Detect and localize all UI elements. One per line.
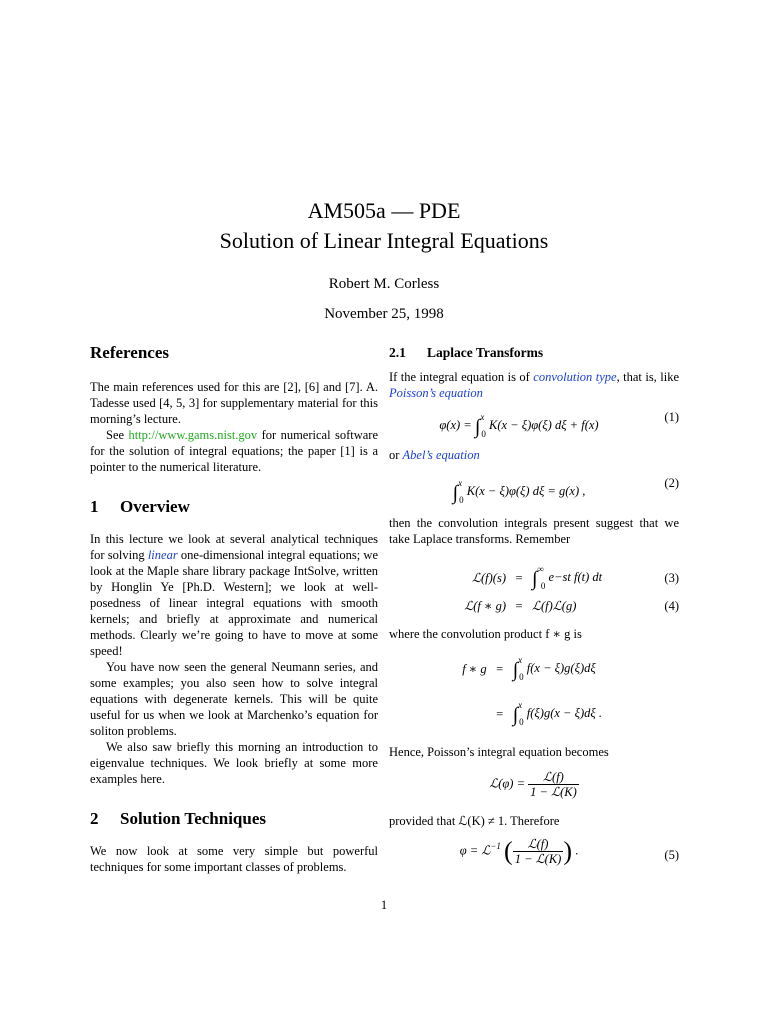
convolution-type-link[interactable]: convolution type <box>533 370 617 384</box>
abel-line: or Abel’s equation <box>389 448 480 462</box>
fraction: $\frac{\text{ℒ(f)}}{\text{1 − ℒ(K)}}$ <box>530 770 577 799</box>
date: November 25, 1998 <box>324 306 444 322</box>
equation-poisson-transform: ℒ(φ) = $\frac{\text{ℒ(f)}}{\text{1 − ℒ(K)}}$ <box>489 770 577 799</box>
integral-sign: ∫ <box>452 482 459 504</box>
linear-link[interactable]: linear <box>147 548 178 562</box>
references-paragraph-2: See http://www.gams.nist.gov for numerical software for the solution of integral equations; the paper [1] is a pointer to the numerical literature. <box>90 428 378 474</box>
laplace-heading: 2.1 Laplace Transforms <box>389 345 544 360</box>
page-number: 1 <box>380 898 388 912</box>
fraction: $\frac{\text{ℒ(f)}}{\text{1 − ℒ(K)}}$ <box>514 837 562 866</box>
poisson-equation-link[interactable]: Poisson’s equation <box>389 386 483 400</box>
title-block <box>0 196 768 324</box>
laplace-paragraph-4: Hence, Poisson’s integral equation becomes <box>389 745 609 759</box>
lecture-title: Solution of Linear Integral Equations <box>219 228 549 253</box>
equation-number: (3) <box>664 570 679 585</box>
overview-paragraph-3: We also saw briefly this morning an introduction to eigenvalue techniques. We look briefly at some more examples here. <box>90 740 378 786</box>
equations-3-4: ℒ(f)(s) = $\int^\infty_0$ e−st f(t) dt (3) ℒ(f ∗ g) = ℒ(f)ℒ(g) (4) <box>464 564 679 613</box>
laplace-paragraph-5: provided that ℒ(K) ≠ 1. Therefore <box>389 814 560 828</box>
laplace-paragraph-2: then the convolution integrals present suggest that we take Laplace transforms. Remember <box>389 516 679 546</box>
solution-paragraph-1: We now look at some very simple but powerful techniques for some important classes of problems. <box>90 844 378 874</box>
laplace-paragraph-3: where the convolution product f ∗ g is <box>389 627 582 641</box>
equation-5: φ = ℒ$^{-1}$ ( $\frac{\text{ℒ(f)}}{\text{1 − ℒ(K)}}$ ) . (5) <box>459 836 679 866</box>
gams-url-link[interactable]: http://www.gams.nist.gov <box>128 428 258 442</box>
abel-equation-link[interactable]: Abel’s equation <box>402 448 480 462</box>
convolution-equations: f ∗ g = ∫$^x_0$ f(x − ξ)g(ξ)dξ = ∫$^x_0$ f(ξ)g(x − ξ)dξ . <box>462 655 602 727</box>
integral-sign: ∫ <box>532 568 538 590</box>
solution-techniques-heading: 2 Solution Techniques <box>90 809 266 828</box>
equation-number: (5) <box>664 848 679 862</box>
integral-sign: ∫ <box>512 659 519 681</box>
equation-number: (4) <box>664 599 679 613</box>
equation-1: φ(x) = ∫$^x_0$ K(x − ξ)φ(ξ) dξ + f(x) (1) <box>439 410 679 439</box>
equation-2: ∫$^x_0$ K(x − ξ)φ(ξ) dξ = g(x) , (2) <box>452 476 679 505</box>
references-heading: References <box>90 343 169 362</box>
integral-sign: ∫ <box>512 704 519 726</box>
overview-paragraph-1: In this lecture we look at several analytical techniques for solving linear one-dimensional integral equations; we look at the Maple share library package IntSolve, written by Honglin Ye [Ph.D. Western]; we look at well-posedness of linear integral equations with smooth kernels; and briefly at approximate and numerical methods. Clearly we’re going to have to move at some speed! <box>90 532 378 658</box>
left-column <box>90 341 378 875</box>
references-paragraph-1: The main references used for this are [2], [6] and [7]. A. Tadesse used [4, 5, 3] for supplementary material for this morning’s lecture. <box>90 380 378 426</box>
overview-paragraph-2: You have now seen the general Neumann series, and some examples; you also seen how to solve integral equations with degenerate kernels. This will be quite useful for us when we look at Marchenko’s equation for soliton problems. <box>90 660 378 738</box>
author: Robert M. Corless <box>328 276 440 292</box>
right-column <box>389 341 679 879</box>
equation-number: (2) <box>664 476 679 490</box>
laplace-paragraph-1: If the integral equation is of convolution type, that is, like Poisson’s equation <box>389 370 680 400</box>
overview-heading: 1 Overview <box>90 497 190 516</box>
equation-number: (1) <box>664 410 679 424</box>
course-title: AM505a — PDE <box>307 198 461 223</box>
integral-sign: ∫ <box>474 416 481 438</box>
